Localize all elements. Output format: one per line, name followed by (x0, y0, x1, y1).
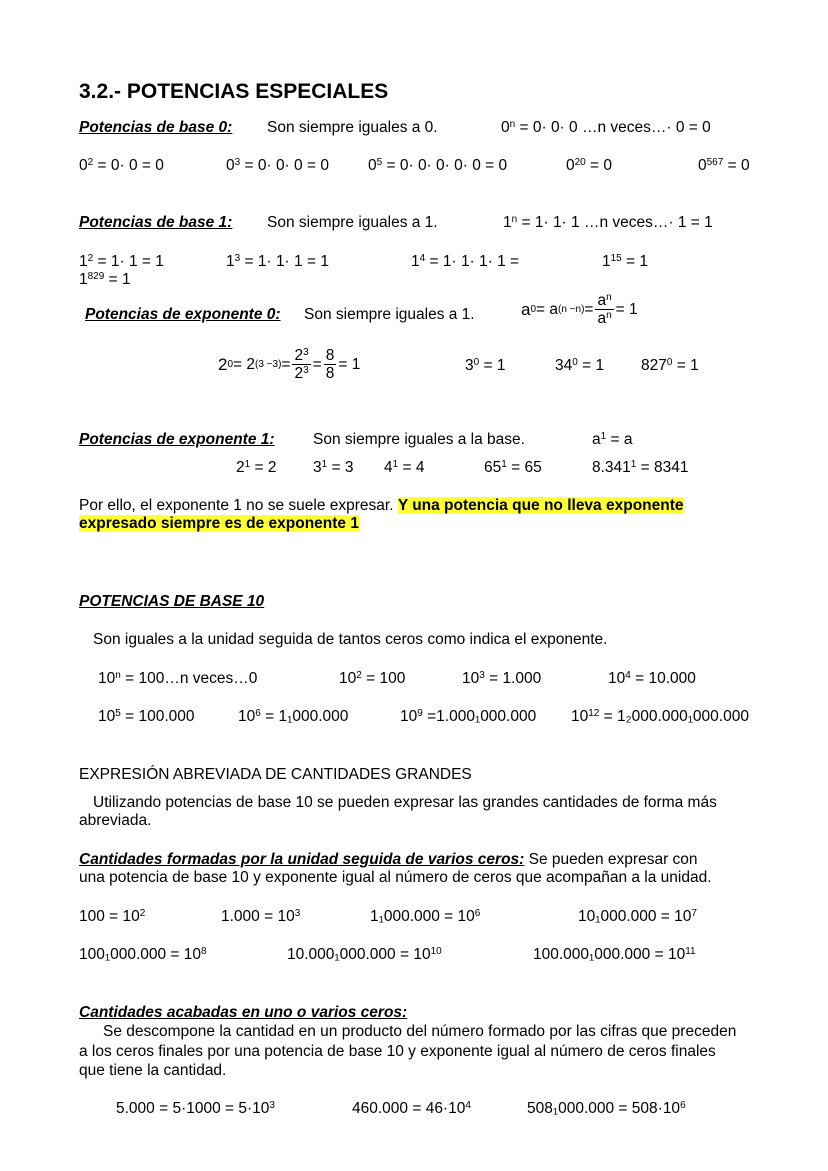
power-base: 10 (667, 946, 686, 963)
power-exponent: 6 (255, 708, 261, 719)
power-base: 10 (571, 708, 589, 725)
power-exponent: 1 (600, 431, 607, 442)
power-base: 0 (79, 157, 88, 174)
power-base: 65 (484, 459, 502, 476)
base0-description: Son siempre iguales a 0. (267, 119, 438, 136)
sub2-example (116, 1100, 275, 1118)
expression-lhs: 100.000₁000.000 = (533, 946, 668, 963)
base10-example (339, 670, 405, 688)
power-base: 1 (503, 214, 512, 231)
power-result: = a (606, 431, 633, 448)
power-result: = 100 (361, 670, 406, 687)
sub1-example (79, 908, 145, 926)
power-result: = 1 (672, 357, 699, 374)
power-result: = 2 (250, 459, 277, 476)
exp0-general-formula: a 0 = a (n −n) = $\frac{a^n}{a^n}$ = 1 (521, 292, 638, 327)
exp0-example (465, 357, 505, 375)
exp1-example (484, 459, 542, 477)
power-result: = 0· 0· 0 …n veces…· 0 = 0 (515, 119, 711, 136)
base10-description: Son iguales a la unidad seguida de tantos ceros como indica el exponente. (93, 631, 608, 648)
power-exponent: 567 (706, 157, 724, 168)
base1-example (602, 253, 648, 271)
power-exponent: 3 (269, 1100, 275, 1111)
power-base: 1 (411, 253, 420, 270)
abbrev-intro-line-1: Utilizando potencias de base 10 se pueden expresar las grandes cantidades de forma más (93, 794, 717, 811)
power-result: = 3 (327, 459, 354, 476)
power-result: = 4 (398, 459, 425, 476)
sub1-example (578, 908, 697, 926)
power-exponent: 6 (474, 908, 481, 919)
power-result: = 1 (479, 357, 506, 374)
power-base: 10 (662, 1100, 681, 1117)
exp1-example (236, 459, 276, 477)
power-exponent: 10 (430, 946, 442, 957)
exp0-example-fraction-2: $\frac{8}{8}$ (325, 347, 335, 382)
power-exponent: 829 (87, 271, 105, 282)
base10-example (462, 670, 541, 688)
power-exponent: 8 (201, 946, 207, 957)
highlighted-note: expresado siempre es de exponente 1 (79, 515, 359, 532)
sub2-text-line-1: Se descompone la cantidad en un producto del número formado por las cifras que preceden (103, 1023, 737, 1040)
power-result: = 1 (577, 357, 605, 374)
power-exponent: n (509, 119, 516, 130)
sub1-line-1: Cantidades formadas por la unidad seguida de varios ceros: Se pueden expresar con (79, 851, 698, 868)
base10-example (400, 708, 536, 726)
power-exponent: 1 (630, 459, 637, 470)
exp1-note-line-1: Por ello, el exponente 1 no se suele expresar. Y una potencia que no lleva exponente (79, 497, 684, 514)
power-base: 1 (226, 253, 235, 270)
power-exponent: 3 (294, 908, 301, 919)
power-base: 3 (465, 357, 474, 374)
base10-example (571, 708, 749, 726)
sub1-example (79, 946, 207, 964)
power-exponent: 3 (234, 253, 241, 264)
exp1-description: Son siempre iguales a la base. (313, 431, 525, 448)
power-exponent: 3 (234, 157, 241, 168)
power-base: 0 (501, 119, 510, 136)
power-base: 10 (608, 670, 626, 687)
base1-example (411, 253, 519, 271)
power-result: = 1₂000.000₁000.000 (599, 708, 749, 725)
power-base: 0 (226, 157, 235, 174)
exp0-example (555, 357, 604, 375)
sub1-example (533, 946, 696, 964)
base10-example (238, 708, 348, 726)
power-result: = 100.000 (120, 708, 195, 725)
base1-example (79, 253, 164, 271)
sub1-example (221, 908, 300, 926)
expression-lhs: 10.000₁000.000 = (287, 946, 414, 963)
expression-lhs: 1.000 = (221, 908, 278, 925)
sub2-text-line-3: que tiene la cantidad. (79, 1062, 227, 1079)
power-base: 10 (238, 708, 256, 725)
base1-description: Son siempre iguales a 1. (267, 214, 438, 231)
power-base: 34 (555, 357, 573, 374)
power-exponent: 1 (392, 459, 399, 470)
power-base: 10 (122, 908, 140, 925)
sub2-heading: Cantidades acabadas en uno o varios ceros: (79, 1004, 408, 1021)
power-result: = 0· 0· 0· 0· 0 = 0 (382, 157, 508, 174)
sub1-line-2: una potencia de base 10 y exponente igual al número de ceros que acompañan a la unidad. (79, 869, 712, 886)
expression-lhs: 1₁000.000 = (370, 908, 458, 925)
base0-example (226, 157, 329, 175)
power-base: 10 (98, 670, 116, 687)
exp1-note-line-2 (79, 515, 359, 533)
power-exponent: 2 (356, 670, 362, 681)
power-result: = 100…n veces…0 (120, 670, 258, 687)
exp1-example (384, 459, 424, 477)
power-exponent: 0 (666, 357, 673, 368)
base10-example (98, 708, 195, 726)
base10-example (98, 670, 257, 688)
power-result: = 0· 0 = 0 (93, 157, 164, 174)
power-base: 10 (252, 1100, 270, 1117)
power-result: = 1 (104, 271, 131, 288)
power-base: 10 (462, 670, 480, 687)
base1-heading: Potencias de base 1: (79, 214, 233, 231)
power-result: = 1· 1· 1 = 1 (240, 253, 329, 270)
exp0-description: Son siempre iguales a 1. (304, 306, 475, 323)
sub1-example (287, 946, 442, 964)
power-exponent: 4 (419, 253, 426, 264)
power-base: 2 (236, 459, 245, 476)
power-exponent: 2 (139, 908, 146, 919)
power-base: 1 (602, 253, 611, 270)
power-base: 10 (183, 946, 202, 963)
power-base: 827 (641, 357, 667, 374)
expression-lhs: 460.000 = 46· (352, 1100, 449, 1117)
power-exponent: 2 (87, 157, 94, 168)
sub2-text-line-2: a los ceros finales por una potencia de base 10 y exponente igual al número de ceros finales (79, 1043, 716, 1060)
base1-example (79, 271, 131, 289)
expression-lhs: 508₁000.000 = 508· (527, 1100, 663, 1117)
power-result: = 1· 1 = 1 (93, 253, 164, 270)
power-exponent: 9 (417, 708, 423, 719)
power-base: 10 (413, 946, 431, 963)
base0-example (79, 157, 164, 175)
power-exponent: 5 (115, 708, 121, 719)
power-base: 8.341 (592, 459, 631, 476)
sub1-example (370, 908, 480, 926)
expression-lhs: 5.000 = 5·1000 = 5· (116, 1100, 253, 1117)
power-base: 3 (313, 459, 322, 476)
base10-example (608, 670, 696, 688)
power-base: 10 (448, 1100, 466, 1117)
power-result: = 65 (506, 459, 542, 476)
power-result: = 0 (723, 157, 750, 174)
exp0-example-fraction: $\frac{2^3}{2^3}$ (294, 347, 309, 382)
power-result: = 8341 (636, 459, 689, 476)
power-base: 0 (566, 157, 575, 174)
power-base: 4 (384, 459, 393, 476)
power-exponent: 7 (691, 908, 697, 919)
sub2-example (527, 1100, 686, 1118)
base1-example (226, 253, 329, 271)
power-result: = 1· 1· 1· 1 = (425, 253, 520, 270)
exp1-rule (592, 431, 632, 449)
expression-lhs: 100 = (79, 908, 123, 925)
power-result: = 1.000 (484, 670, 542, 687)
power-exponent: n (511, 214, 518, 225)
power-exponent: 12 (588, 708, 600, 719)
power-base: 1 (79, 253, 88, 270)
expression-lhs: 10₁000.000 = (578, 908, 675, 925)
power-exponent: 0 (473, 357, 480, 368)
power-result: = 0· 0· 0 = 0 (240, 157, 329, 174)
exp0-example-formula: 2 0 = 2 (3 −3) = $\frac{2^3}{2^3}$ = $\frac{8}{8}$ = 1 (218, 347, 361, 382)
power-exponent: n (115, 670, 121, 681)
power-result: = 1₁000.000 (260, 708, 349, 725)
exp0-heading: Potencias de exponente 0: (85, 306, 281, 323)
power-exponent: 1 (244, 459, 251, 470)
power-exponent: 6 (680, 1100, 686, 1111)
power-base: 0 (368, 157, 377, 174)
power-exponent: 15 (610, 253, 622, 264)
base10-heading: POTENCIAS DE BASE 10 (79, 593, 265, 610)
base0-example (698, 157, 750, 175)
page-title: 3.2.- POTENCIAS ESPECIALES (79, 80, 389, 103)
power-result: =1.000₁000.000 (422, 708, 537, 725)
base0-rule (501, 119, 711, 137)
sub2-example (352, 1100, 471, 1118)
power-base: 10 (339, 670, 357, 687)
power-base: 10 (400, 708, 418, 725)
power-exponent: 4 (465, 1100, 471, 1111)
exp1-example (592, 459, 689, 477)
power-base: 10 (457, 908, 475, 925)
base0-example (566, 157, 612, 175)
power-exponent: 11 (685, 946, 696, 957)
power-base: 0 (698, 157, 707, 174)
power-base: 10 (98, 708, 116, 725)
power-result: = 1 (621, 253, 649, 270)
power-exponent: 1 (501, 459, 507, 470)
power-base: 10 (277, 908, 295, 925)
exp1-heading: Potencias de exponente 1: (79, 431, 275, 448)
power-exponent: 1 (321, 459, 328, 470)
power-result: = 1· 1· 1 …n veces…· 1 = 1 (517, 214, 713, 231)
sub1-heading: Cantidades formadas por la unidad seguida de varios ceros: (79, 851, 525, 868)
exp0-general-fraction: $\frac{a^n}{a^n}$ (597, 292, 612, 327)
power-result: = 10.000 (630, 670, 696, 687)
power-result: = 0 (585, 157, 613, 174)
abbrev-intro-line-2: abreviada. (79, 812, 152, 829)
base1-rule (503, 214, 713, 232)
abbrev-heading: EXPRESIÓN ABREVIADA DE CANTIDADES GRANDES (79, 766, 472, 783)
power-exponent: 3 (479, 670, 485, 681)
power-base: 1 (79, 271, 88, 288)
highlighted-note: Y una potencia que no lleva exponente (397, 497, 684, 514)
power-exponent: 0 (572, 357, 578, 368)
power-base: a (592, 431, 601, 448)
power-base: 10 (674, 908, 692, 925)
power-exponent: 4 (625, 670, 631, 681)
exp0-example (641, 357, 699, 375)
base0-heading: Potencias de base 0: (79, 119, 233, 136)
exp1-example (313, 459, 353, 477)
expression-lhs: 100₁000.000 = (79, 946, 184, 963)
base0-example (368, 157, 507, 175)
power-exponent: 5 (376, 157, 383, 168)
power-exponent: 2 (87, 253, 94, 264)
power-exponent: 20 (574, 157, 586, 168)
